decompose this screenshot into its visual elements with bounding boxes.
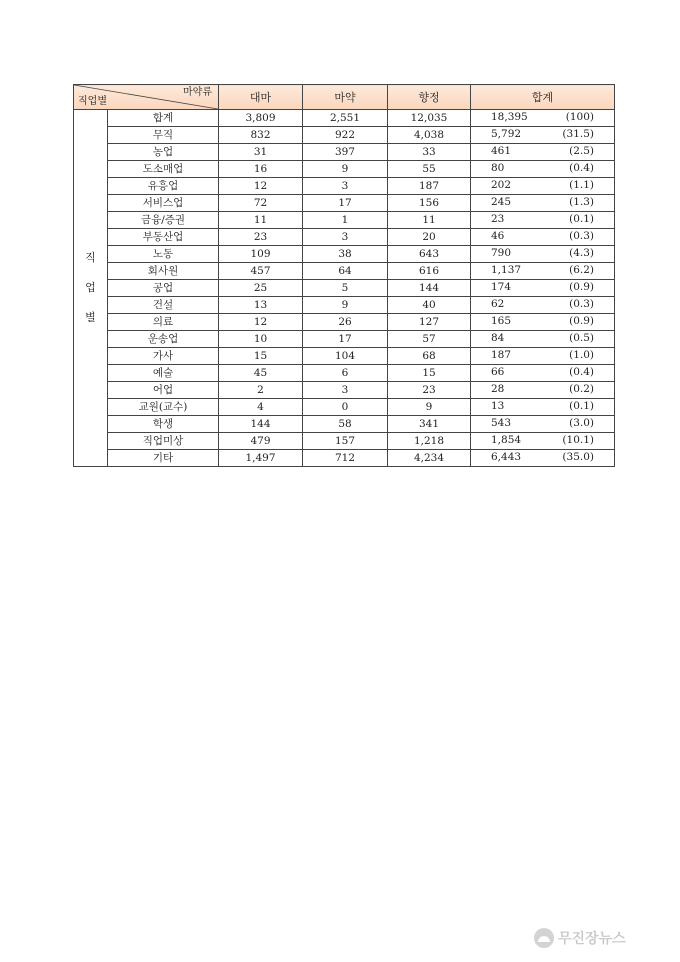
table-cell: 157 — [303, 433, 388, 450]
total-cell — [471, 127, 615, 144]
data-table — [73, 84, 615, 467]
table-cell: 156 — [388, 195, 471, 212]
table-cell: 11 — [388, 212, 471, 229]
table-cell: 3 — [303, 178, 388, 195]
total-value: 80 — [491, 162, 505, 174]
row-label: 학생 — [108, 416, 219, 433]
table-cell: 712 — [303, 450, 388, 467]
table-cell: 72 — [219, 195, 303, 212]
total-percent: (2.5) — [569, 145, 594, 157]
column-header: 향정 — [388, 85, 471, 110]
total-cell — [471, 144, 615, 161]
table-cell: 16 — [219, 161, 303, 178]
table-cell: 26 — [303, 314, 388, 331]
row-label: 금융/증권 — [108, 212, 219, 229]
total-value: 543 — [491, 417, 512, 429]
table-cell: 922 — [303, 127, 388, 144]
row-label: 기타 — [108, 450, 219, 467]
table-row — [74, 297, 615, 314]
table-cell: 10 — [219, 331, 303, 348]
table-row — [74, 178, 615, 195]
total-cell — [471, 416, 615, 433]
table-cell: 58 — [303, 416, 388, 433]
total-value: 202 — [491, 179, 512, 191]
total-percent: (6.2) — [569, 264, 594, 276]
total-cell — [471, 246, 615, 263]
total-value: 187 — [491, 349, 512, 361]
table-cell: 15 — [219, 348, 303, 365]
row-label: 부동산업 — [108, 229, 219, 246]
total-cell — [471, 348, 615, 365]
total-value: 62 — [491, 298, 505, 310]
table-cell: 23 — [219, 229, 303, 246]
total-cell — [471, 195, 615, 212]
row-label: 운송업 — [108, 331, 219, 348]
table-cell: 1 — [303, 212, 388, 229]
table-cell: 38 — [303, 246, 388, 263]
table-row — [74, 314, 615, 331]
table-cell: 144 — [388, 280, 471, 297]
total-cell — [471, 433, 615, 450]
table-cell: 6 — [303, 365, 388, 382]
table-cell: 341 — [388, 416, 471, 433]
table-cell: 643 — [388, 246, 471, 263]
total-percent: (35.0) — [562, 451, 594, 463]
table-cell: 9 — [388, 399, 471, 416]
total-value: 23 — [491, 213, 505, 225]
total-percent: (31.5) — [562, 128, 594, 140]
total-cell — [471, 212, 615, 229]
total-percent: (0.1) — [569, 400, 594, 412]
total-percent: (3.0) — [569, 417, 594, 429]
table-row — [74, 212, 615, 229]
table-cell: 109 — [219, 246, 303, 263]
total-value: 245 — [491, 196, 512, 208]
table-row — [74, 348, 615, 365]
total-value: 18,395 — [491, 111, 528, 123]
row-label: 의료 — [108, 314, 219, 331]
row-label: 농업 — [108, 144, 219, 161]
table-cell: 5 — [303, 280, 388, 297]
total-value: 461 — [491, 145, 512, 157]
table-row — [74, 331, 615, 348]
table-row — [74, 195, 615, 212]
table-cell: 12,035 — [388, 110, 471, 127]
total-percent: (100) — [565, 111, 594, 123]
table-cell: 0 — [303, 399, 388, 416]
table-cell: 3,809 — [219, 110, 303, 127]
total-cell — [471, 110, 615, 127]
table-cell: 17 — [303, 195, 388, 212]
side-label-char: 업 — [85, 281, 96, 294]
row-label: 건설 — [108, 297, 219, 314]
row-label: 노동 — [108, 246, 219, 263]
table-cell: 187 — [388, 178, 471, 195]
table-row — [74, 144, 615, 161]
side-label-char: 직 — [85, 251, 96, 264]
row-label: 공업 — [108, 280, 219, 297]
table-cell: 45 — [219, 365, 303, 382]
row-label: 가사 — [108, 348, 219, 365]
total-cell — [471, 178, 615, 195]
row-label: 도소매업 — [108, 161, 219, 178]
total-cell — [471, 382, 615, 399]
table-row — [74, 110, 615, 127]
total-percent: (0.2) — [569, 383, 594, 395]
row-label: 유흥업 — [108, 178, 219, 195]
total-percent: (1.0) — [569, 349, 594, 361]
total-value: 1,854 — [491, 434, 522, 446]
table-cell: 832 — [219, 127, 303, 144]
total-value: 13 — [491, 400, 505, 412]
total-cell — [471, 297, 615, 314]
total-percent: (0.1) — [569, 213, 594, 225]
total-value: 1,137 — [491, 264, 522, 276]
table-cell: 55 — [388, 161, 471, 178]
table-row — [74, 263, 615, 280]
table-cell: 2 — [219, 382, 303, 399]
total-percent: (0.3) — [569, 298, 594, 310]
total-cell — [471, 450, 615, 467]
total-cell — [471, 365, 615, 382]
row-label: 서비스업 — [108, 195, 219, 212]
row-label: 무직 — [108, 127, 219, 144]
column-header: 합계 — [471, 85, 615, 110]
table-row — [74, 382, 615, 399]
table-cell: 11 — [219, 212, 303, 229]
total-value: 46 — [491, 230, 505, 242]
total-percent: (0.4) — [569, 366, 594, 378]
table-cell: 64 — [303, 263, 388, 280]
total-percent: (1.1) — [569, 179, 594, 191]
table-cell: 104 — [303, 348, 388, 365]
table-cell: 4,234 — [388, 450, 471, 467]
table-cell: 23 — [388, 382, 471, 399]
table-cell: 12 — [219, 178, 303, 195]
table-row — [74, 365, 615, 382]
table-cell: 127 — [388, 314, 471, 331]
total-value: 174 — [491, 281, 512, 293]
total-value: 790 — [491, 247, 512, 259]
table-cell: 144 — [219, 416, 303, 433]
table-cell: 457 — [219, 263, 303, 280]
table-cell: 57 — [388, 331, 471, 348]
total-cell — [471, 161, 615, 178]
table-cell: 31 — [219, 144, 303, 161]
table-row — [74, 229, 615, 246]
table-cell: 25 — [219, 280, 303, 297]
table-cell: 9 — [303, 161, 388, 178]
total-cell — [471, 280, 615, 297]
table-cell: 3 — [303, 229, 388, 246]
table-cell: 12 — [219, 314, 303, 331]
table-row — [74, 399, 615, 416]
row-label: 회사원 — [108, 263, 219, 280]
table-cell: 1,218 — [388, 433, 471, 450]
table-cell: 15 — [388, 365, 471, 382]
table-cell: 17 — [303, 331, 388, 348]
logo-icon — [534, 928, 554, 948]
table-cell: 9 — [303, 297, 388, 314]
side-label-char: 별 — [85, 311, 96, 324]
row-label: 어업 — [108, 382, 219, 399]
header-row — [74, 85, 615, 110]
row-label: 예술 — [108, 365, 219, 382]
total-percent: (0.9) — [569, 281, 594, 293]
total-cell — [471, 399, 615, 416]
total-cell — [471, 263, 615, 280]
column-header: 대마 — [219, 85, 303, 110]
table-cell: 2,551 — [303, 110, 388, 127]
total-percent: (10.1) — [562, 434, 594, 446]
table-cell: 3 — [303, 382, 388, 399]
column-header: 마약 — [303, 85, 388, 110]
table-cell: 40 — [388, 297, 471, 314]
drug-occupation-table — [73, 84, 614, 467]
total-value: 5,792 — [491, 128, 522, 140]
table-cell: 1,497 — [219, 450, 303, 467]
total-value: 28 — [491, 383, 505, 395]
table-row — [74, 161, 615, 178]
row-label: 직업미상 — [108, 433, 219, 450]
total-cell — [471, 314, 615, 331]
total-percent: (0.5) — [569, 332, 594, 344]
table-cell: 4,038 — [388, 127, 471, 144]
watermark-text: 무진장뉴스 — [558, 931, 626, 947]
total-percent: (1.3) — [569, 196, 594, 208]
table-cell: 4 — [219, 399, 303, 416]
watermark-logo — [534, 928, 626, 948]
corner-header — [74, 85, 219, 110]
total-value: 66 — [491, 366, 505, 378]
table-cell: 68 — [388, 348, 471, 365]
table-row — [74, 450, 615, 467]
row-label: 교원(교수) — [108, 399, 219, 416]
total-cell — [471, 331, 615, 348]
table-row — [74, 127, 615, 144]
table-row — [74, 280, 615, 297]
row-label: 합계 — [108, 110, 219, 127]
table-row — [74, 416, 615, 433]
table-cell: 397 — [303, 144, 388, 161]
total-percent: (4.3) — [569, 247, 594, 259]
side-label — [74, 110, 108, 467]
total-percent: (0.9) — [569, 315, 594, 327]
total-percent: (0.3) — [569, 230, 594, 242]
table-cell: 33 — [388, 144, 471, 161]
table-cell: 479 — [219, 433, 303, 450]
table-cell: 20 — [388, 229, 471, 246]
table-cell: 616 — [388, 263, 471, 280]
total-cell — [471, 229, 615, 246]
total-value: 6,443 — [491, 451, 522, 463]
corner-top-label: 마약류 — [183, 87, 212, 98]
total-value: 84 — [491, 332, 505, 344]
table-row — [74, 246, 615, 263]
corner-bottom-label: 직업별 — [78, 96, 107, 107]
total-value: 165 — [491, 315, 512, 327]
table-cell: 13 — [219, 297, 303, 314]
total-percent: (0.4) — [569, 162, 594, 174]
table-row — [74, 433, 615, 450]
